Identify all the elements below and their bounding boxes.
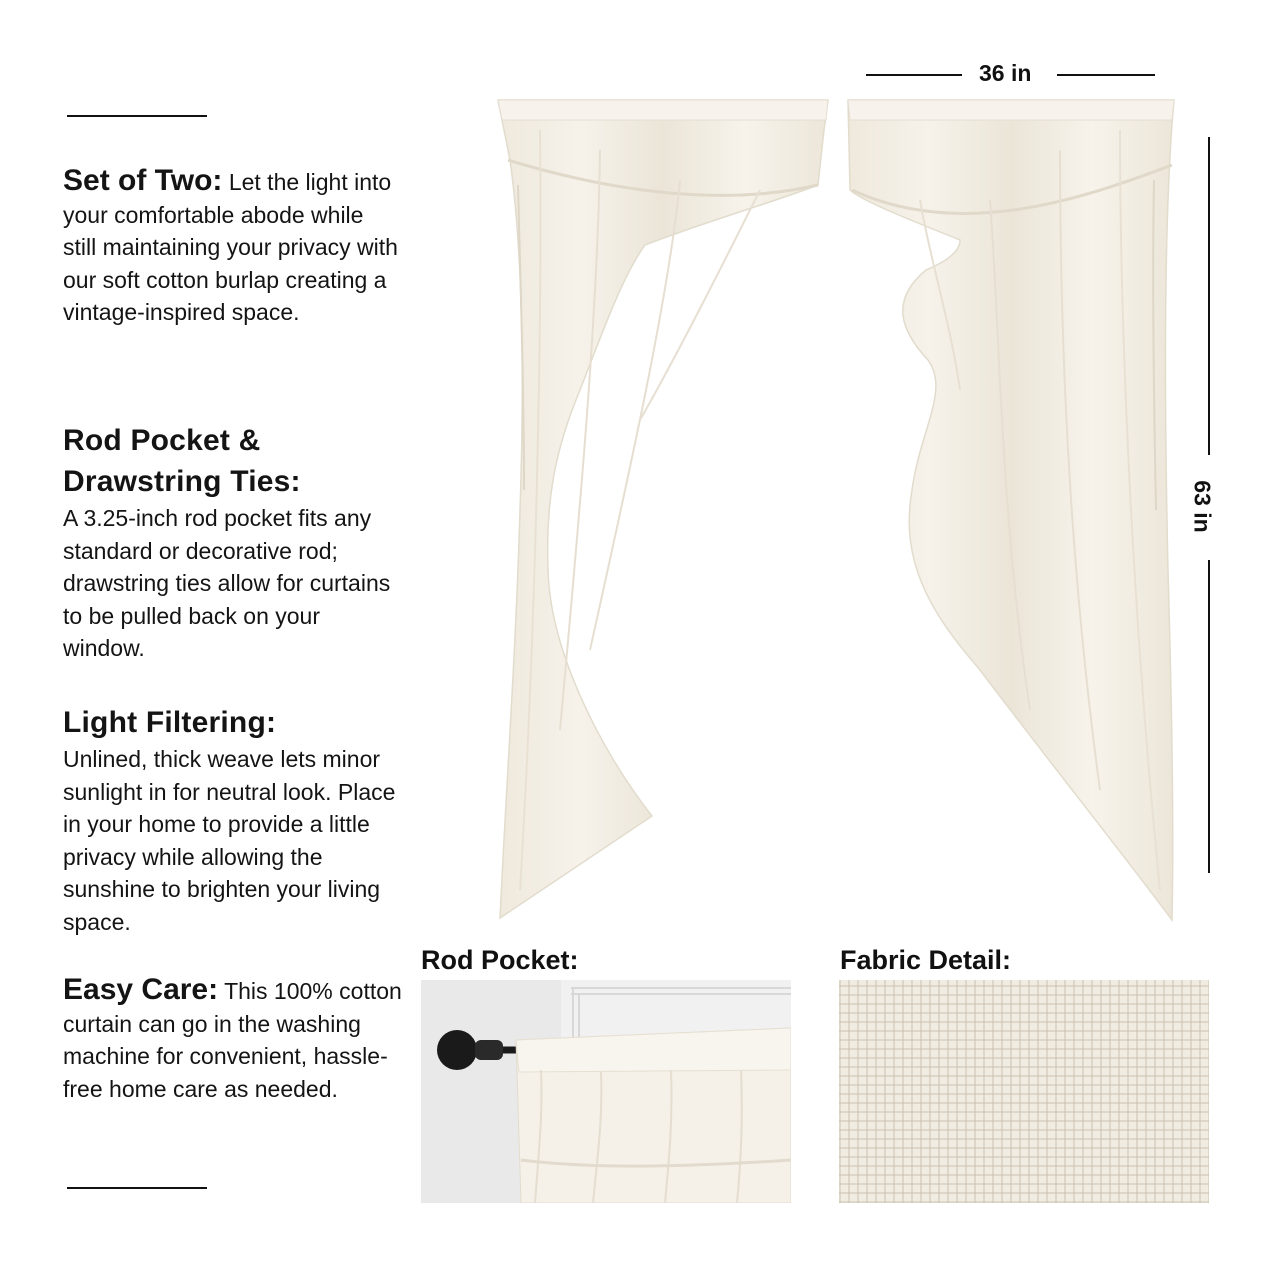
left-curtain-panel xyxy=(498,100,828,918)
feature-rod-pocket-title-line2: Drawstring Ties: xyxy=(63,465,301,498)
curtain-rod-finial-icon xyxy=(437,1030,477,1070)
feature-easy-care-title: Easy Care: xyxy=(63,973,219,1006)
bottom-divider-line xyxy=(67,1187,207,1189)
width-dimension-line-right xyxy=(1057,74,1155,76)
feature-set-of-two-body: Let the light into your comfortable abode while still maintaining your privacy with our soft cotton burlap creating a vintage-inspired space. xyxy=(63,169,398,325)
feature-rod-pocket-drawstring xyxy=(63,420,403,665)
feature-set-of-two-text xyxy=(63,165,403,329)
fabric-detail-caption: Fabric Detail: xyxy=(840,945,1012,975)
feature-light-filtering-title: Light Filtering: xyxy=(63,706,277,739)
prairie-curtain-pair-illustration xyxy=(480,90,1200,930)
rod-pocket-photo xyxy=(421,980,791,1203)
fabric-detail-photo xyxy=(839,980,1209,1203)
rod-pocket-caption: Rod Pocket: xyxy=(421,945,579,975)
width-dimension-label: 36 in xyxy=(979,60,1032,86)
feature-rod-pocket-title-line1: Rod Pocket & xyxy=(63,424,261,457)
height-dimension-label: 63 in xyxy=(1189,480,1216,533)
feature-easy-care xyxy=(63,974,403,1105)
feature-easy-care-text xyxy=(63,974,403,1105)
feature-easy-care-body: This 100% cotton curtain can go in the washing machine for convenient, hassle-free home care as needed. xyxy=(63,978,402,1102)
feature-set-of-two-title: Set of Two: xyxy=(63,164,223,197)
feature-set-of-two xyxy=(63,165,403,329)
height-dimension-line-bottom xyxy=(1208,560,1210,873)
right-curtain-panel xyxy=(848,100,1174,920)
feature-light-filtering xyxy=(63,702,403,938)
feature-rod-pocket-body: A 3.25-inch rod pocket fits any standard or decorative rod; drawstring ties allow for curtains to be pulled back on your window. xyxy=(63,505,391,661)
top-divider-line xyxy=(67,115,207,117)
rod-pocket-photo-graphic xyxy=(421,980,791,1203)
height-dimension-line-top xyxy=(1208,137,1210,455)
feature-light-filtering-body: Unlined, thick weave lets minor sunlight in for neutral look. Place in your home to provide a little privacy while allowing the sunshine to brighten your living space. xyxy=(63,746,396,935)
width-dimension-line-left xyxy=(866,74,962,76)
